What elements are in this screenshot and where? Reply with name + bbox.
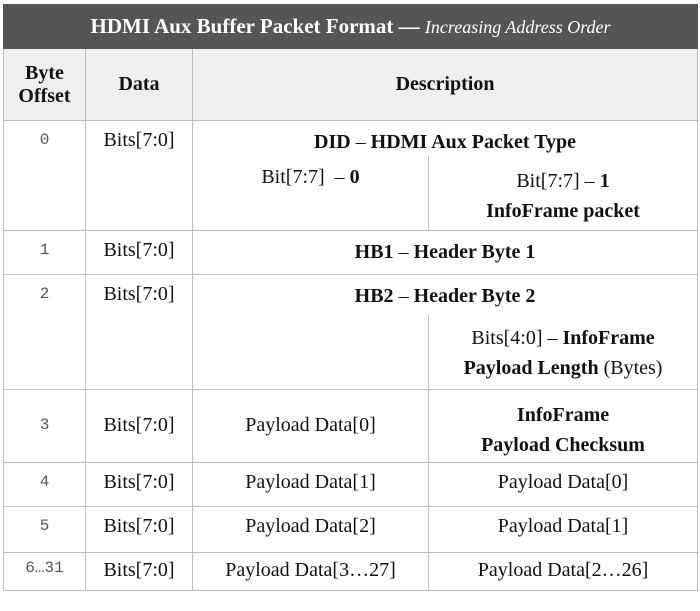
row-0-right-plain: Bit[7:7] – xyxy=(516,169,600,192)
header-data: Data xyxy=(86,49,193,121)
row-3-offset: 3 xyxy=(4,390,86,463)
row-2-sep: – xyxy=(393,285,414,307)
row-1-sep: – xyxy=(393,241,414,263)
row-4-payload-data: Payload Data[1] xyxy=(193,463,429,507)
row-4-offset: 4 xyxy=(4,463,86,507)
row-0-left-plain: Bit[7:7] – xyxy=(261,165,350,188)
row-2-data: Bits[7:0] xyxy=(86,275,193,390)
packet-format-table-container xyxy=(3,4,697,591)
row-3-data: Bits[7:0] xyxy=(86,390,193,463)
header-offset-line1: Byte xyxy=(25,61,64,84)
row-0-bit-zero xyxy=(193,156,429,231)
hb1-description: Header Byte 1 xyxy=(413,241,536,263)
row-0-description xyxy=(193,121,698,156)
row-2-offset: 2 xyxy=(4,275,86,390)
row-2-right-bold2: Payload Length xyxy=(463,356,599,379)
row-0-right-bold1: 1 xyxy=(599,169,610,192)
hb2-description: Header Byte 2 xyxy=(413,285,536,307)
row-1-offset: 1 xyxy=(4,231,86,275)
title-subtitle: Increasing Address Order xyxy=(424,17,611,37)
row-2-payload-length xyxy=(429,315,698,390)
row-2-description xyxy=(193,275,698,315)
row-3-checksum xyxy=(429,390,698,463)
hb2-label: HB2 xyxy=(354,285,394,307)
row-5-payload-data-right: Payload Data[1] xyxy=(429,507,698,553)
row-1-data: Bits[7:0] xyxy=(86,231,193,275)
row-6-data: Bits[7:0] xyxy=(86,553,193,591)
row-2-right-bold1: InfoFrame xyxy=(562,326,655,349)
row-6-offset: 6…31 xyxy=(4,553,86,591)
row-3-payload-data: Payload Data[0] xyxy=(193,390,429,463)
row-2-empty-cell xyxy=(193,315,429,390)
title-dash: — xyxy=(393,14,425,38)
row-3-right-line2: Payload Checksum xyxy=(481,434,645,456)
row-0-data: Bits[7:0] xyxy=(86,121,193,231)
row-0-sep: – xyxy=(350,131,371,153)
table-title xyxy=(4,5,698,49)
row-0-bit-one xyxy=(429,156,698,231)
header-description: Description xyxy=(193,49,698,121)
row-0-left-bold: 0 xyxy=(349,165,360,188)
row-0-offset: 0 xyxy=(4,121,86,231)
did-description: HDMI Aux Packet Type xyxy=(370,131,577,153)
header-offset-line2: Offset xyxy=(18,84,71,107)
row-5-offset: 5 xyxy=(4,507,86,553)
row-5-payload-data: Payload Data[2] xyxy=(193,507,429,553)
did-label: DID xyxy=(314,131,351,153)
row-2-right-plain: Bits[4:0] – xyxy=(471,326,563,349)
row-6-payload-data-right: Payload Data[2…26] xyxy=(429,553,698,591)
packet-format-table xyxy=(3,4,698,591)
hb1-label: HB1 xyxy=(354,241,394,263)
header-byte-offset xyxy=(4,49,86,121)
row-6-payload-data: Payload Data[3…27] xyxy=(193,553,429,591)
row-5-data: Bits[7:0] xyxy=(86,507,193,553)
title-main: HDMI Aux Buffer Packet Format xyxy=(90,14,394,38)
row-0-right-bold2: InfoFrame packet xyxy=(486,199,640,222)
row-1-description xyxy=(193,231,698,275)
row-3-right-line1: InfoFrame xyxy=(516,404,610,426)
row-4-data: Bits[7:0] xyxy=(86,463,193,507)
row-2-right-tail: (Bytes) xyxy=(598,356,663,379)
row-4-payload-data-right: Payload Data[0] xyxy=(429,463,698,507)
